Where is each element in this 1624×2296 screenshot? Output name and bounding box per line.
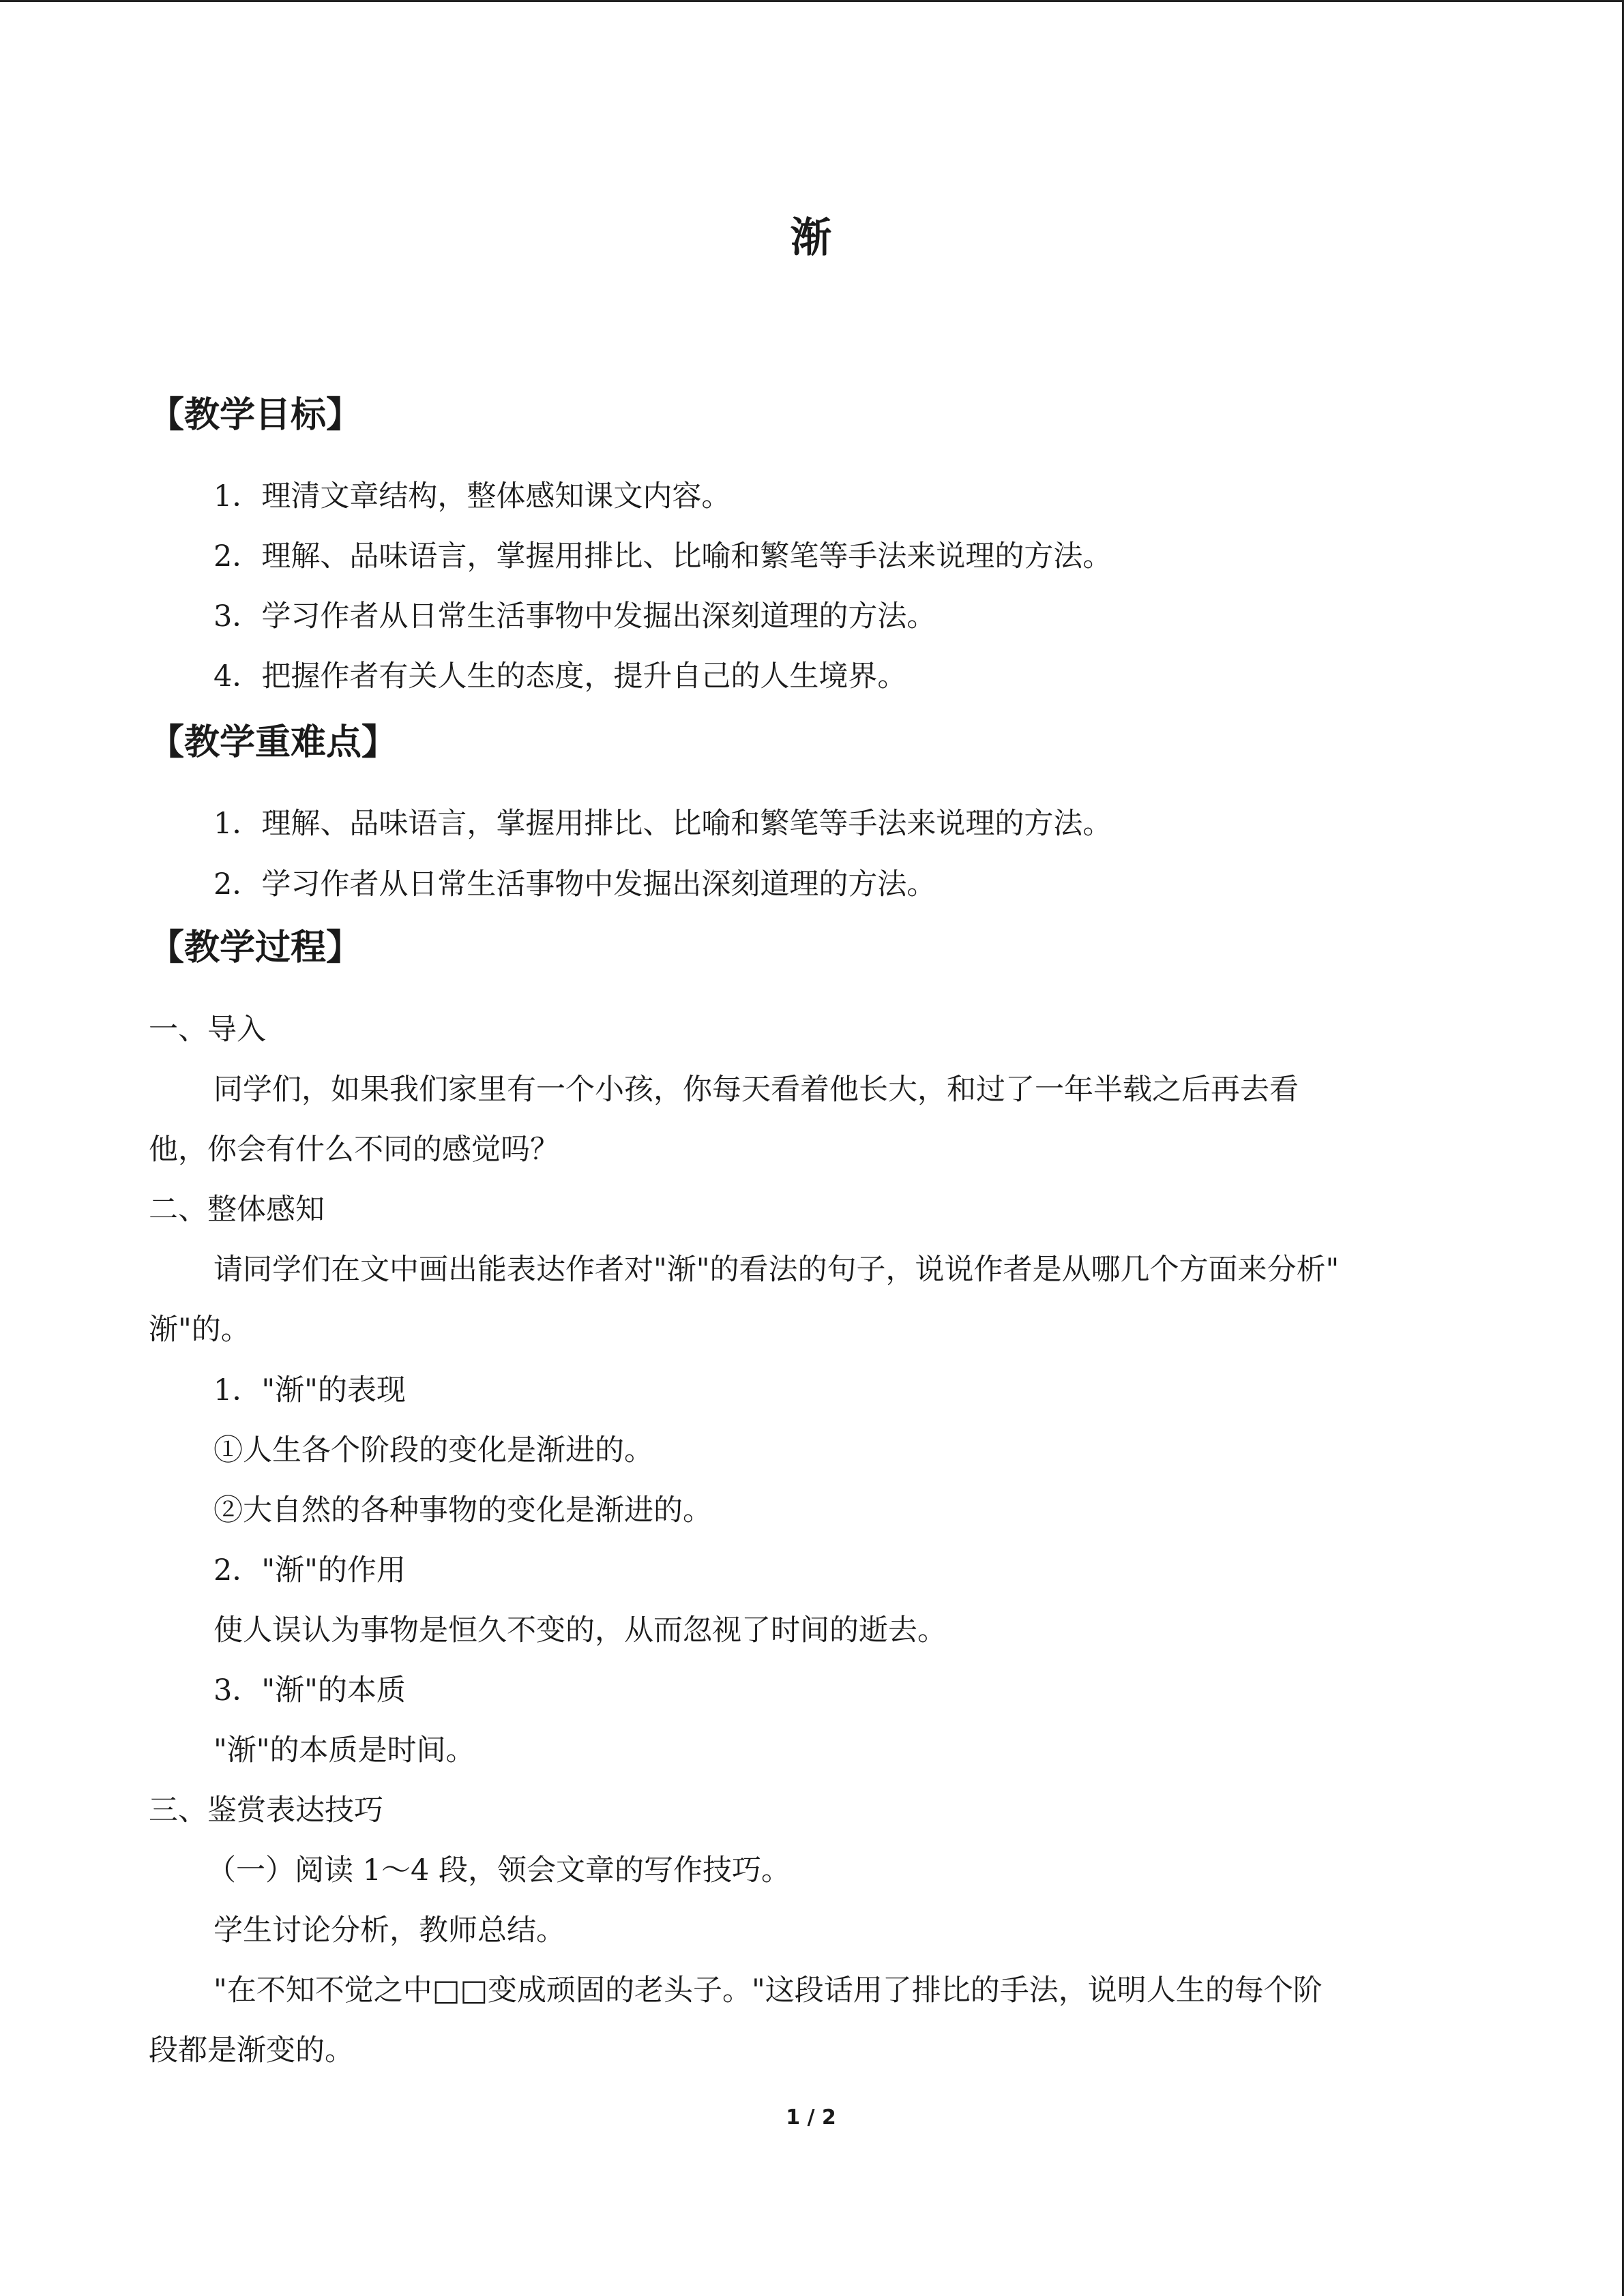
objective-item: 2．理解、品味语言，掌握用排比、比喻和繁笔等手法来说理的方法。 [213,539,1112,573]
objective-item: 3．学习作者从日常生活事物中发掘出深刻道理的方法。 [213,599,936,633]
list-item: 2．"渐"的作用 [213,1553,406,1587]
objectives-heading: 【教学目标】 [149,395,362,436]
section-title-intro: 一、导入 [149,1013,266,1047]
paragraph-line: 请同学们在文中画出能表达作者对"渐"的看法的句子，说说作者是从哪几个方面来分析" [213,1253,1340,1287]
list-item: 3．"渐"的本质 [213,1673,406,1708]
paragraph-line: 同学们，如果我们家里有一个小孩，你每天看着他长大，和过了一年半载之后再去看 [213,1073,1299,1107]
keypoints-heading: 【教学重难点】 [149,722,398,763]
paragraph-line: "在不知不觉之中□□变成顽固的老头子。"这段话用了排比的手法，说明人生的每个阶 [213,1973,1323,2008]
subsection-title: （一）阅读 1～4 段，领会文章的写作技巧。 [207,1853,791,1888]
paragraph-line: 学生讨论分析，教师总结。 [213,1913,565,1948]
list-item: ①人生各个阶段的变化是渐进的。 [213,1433,653,1467]
objective-item: 4．把握作者有关人生的态度，提升自己的人生境界。 [213,659,907,694]
page-title: 渐 [791,214,831,262]
list-item: 使人误认为事物是恒久不变的，从而忽视了时间的逝去。 [213,1613,947,1648]
keypoint-item: 1．理解、品味语言，掌握用排比、比喻和繁笔等手法来说理的方法。 [213,807,1112,841]
process-heading: 【教学过程】 [149,927,362,968]
paragraph-line: 段都是渐变的。 [149,2033,354,2068]
objective-item: 1．理清文章结构，整体感知课文内容。 [213,479,731,513]
paragraph-line: 他，你会有什么不同的感觉吗？ [149,1133,559,1167]
list-item: "渐"的本质是时间。 [213,1733,475,1768]
page-number: 1 / 2 [786,2106,836,2130]
section-title-overall: 二、整体感知 [149,1193,325,1227]
list-item: 1．"渐"的表现 [213,1373,406,1407]
paragraph-line: 渐"的。 [149,1313,250,1347]
keypoint-item: 2．学习作者从日常生活事物中发掘出深刻道理的方法。 [213,867,936,901]
list-item: ②大自然的各种事物的变化是渐进的。 [213,1493,712,1527]
section-title-appreciate: 三、鉴赏表达技巧 [149,1793,383,1828]
